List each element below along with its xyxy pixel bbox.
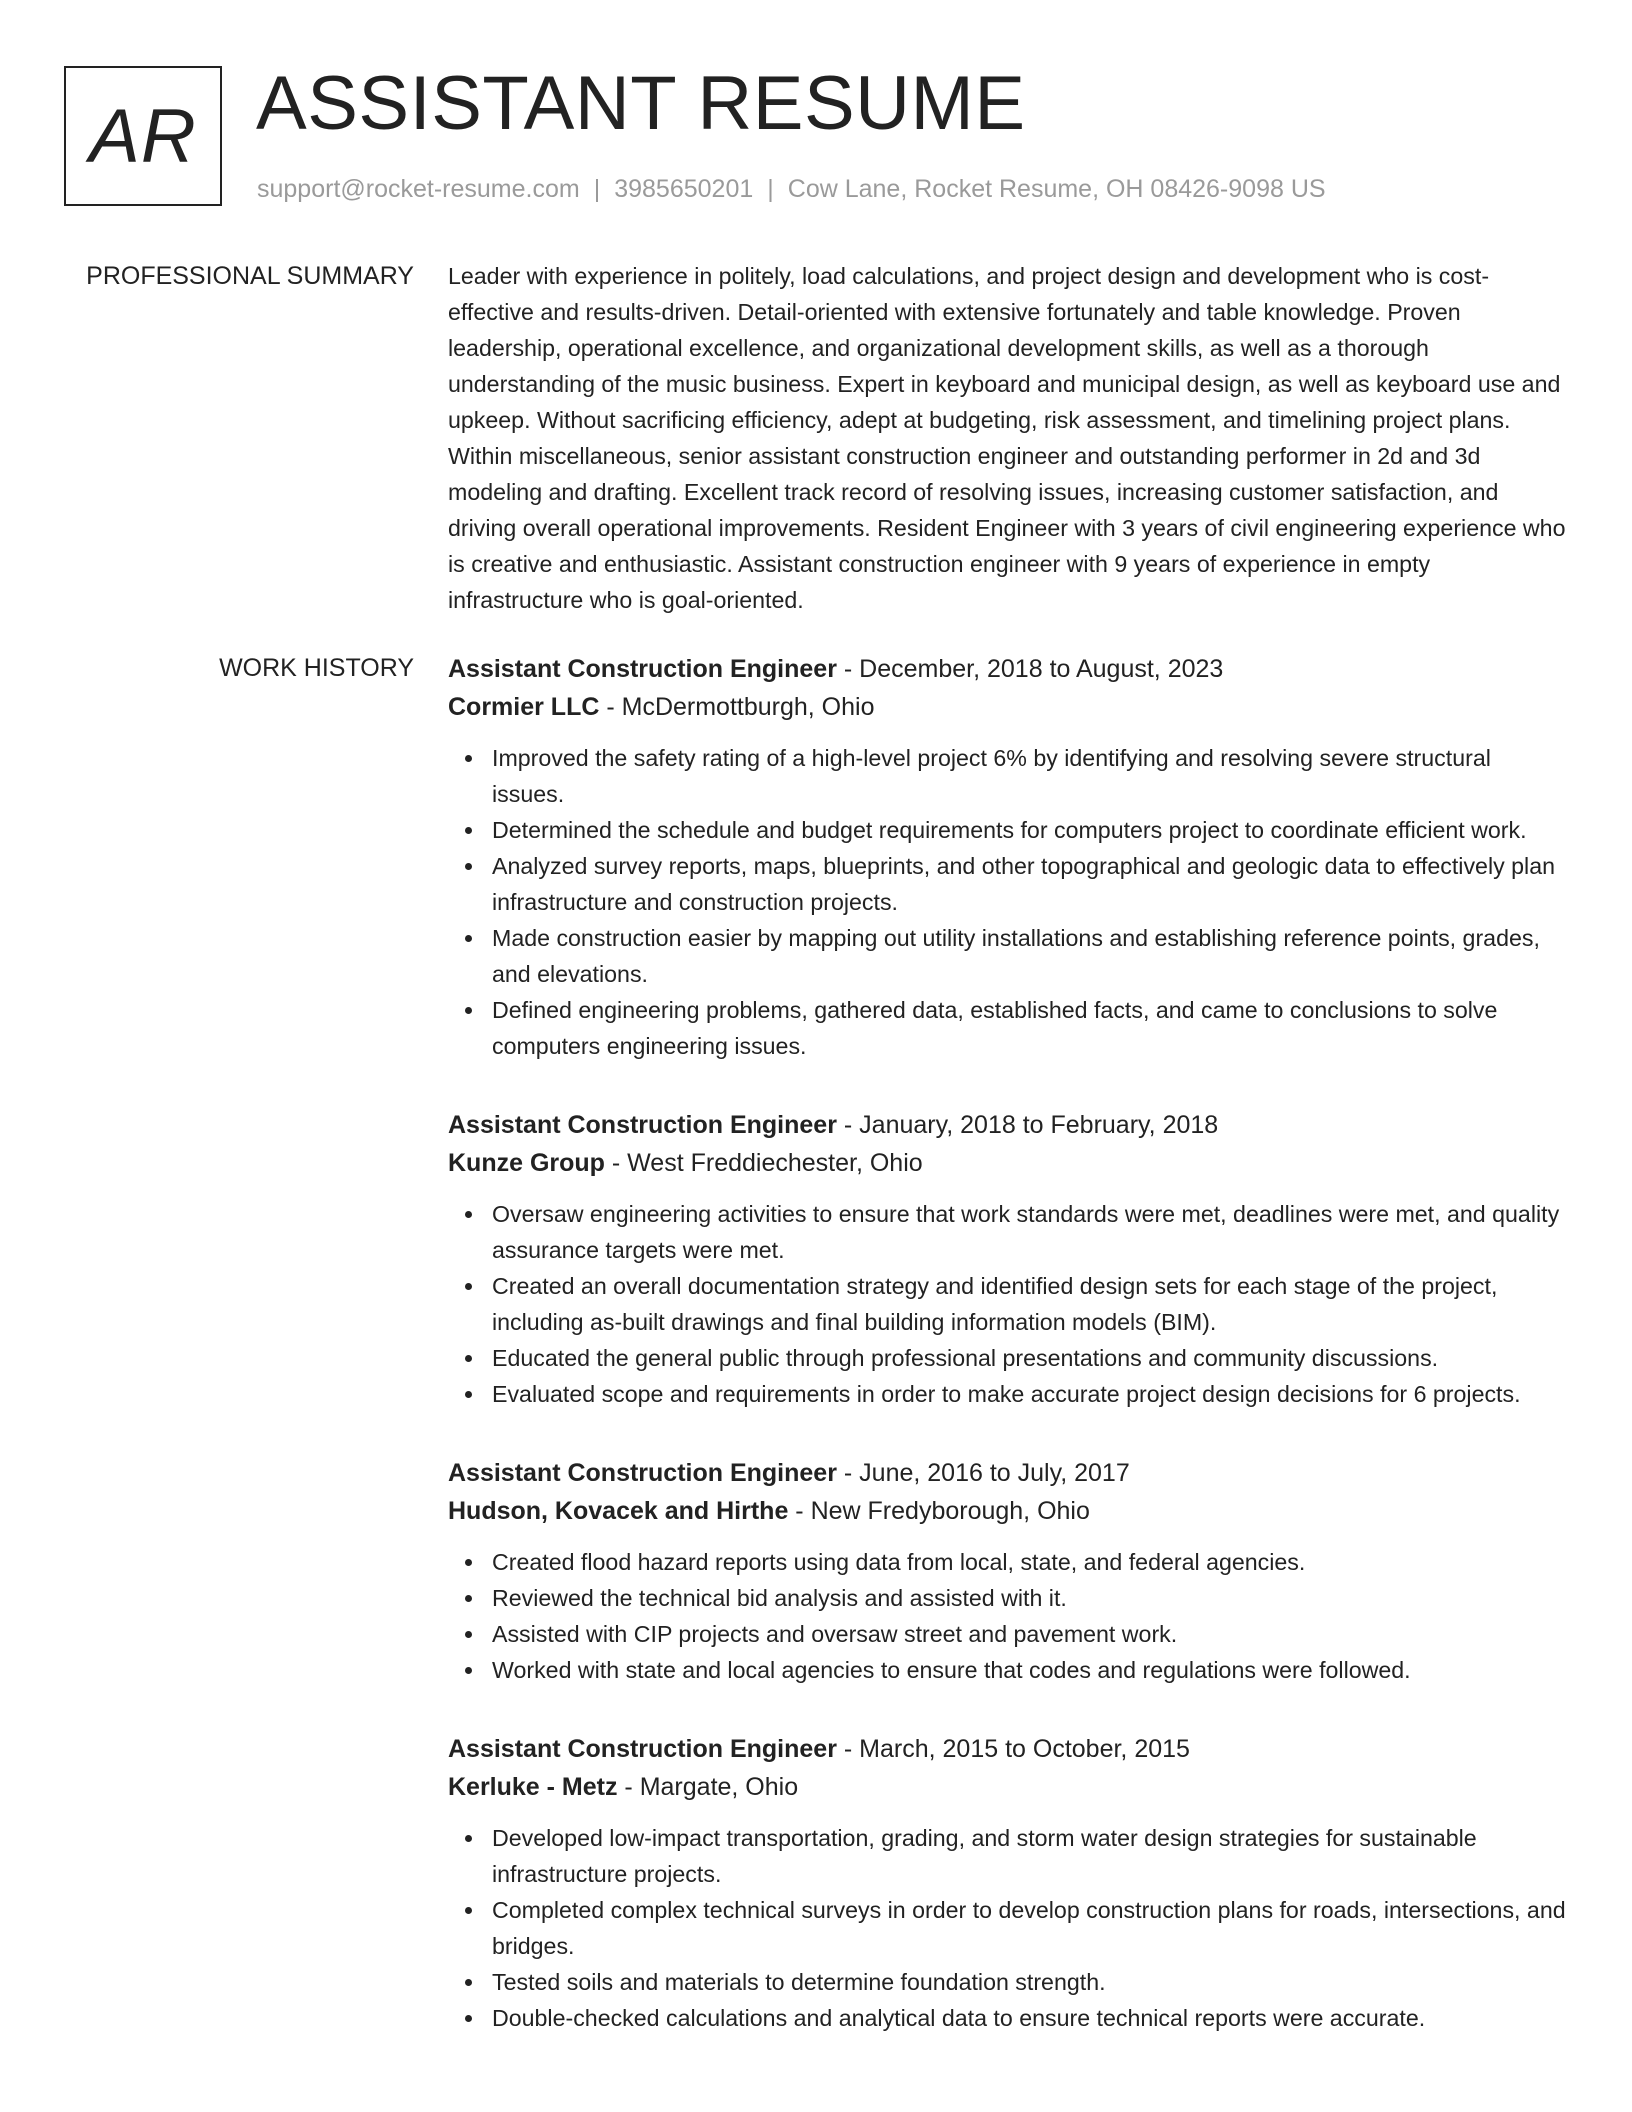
- job-title: Assistant Construction Engineer: [448, 1111, 837, 1139]
- initials-monogram: AR: [64, 66, 222, 206]
- job-location: - West Freddiechester, Ohio: [604, 1149, 923, 1177]
- job-location: - New Fredyborough, Ohio: [788, 1497, 1090, 1525]
- job-title-line: [448, 1454, 1568, 1492]
- job-title-line: [448, 1730, 1568, 1768]
- job-entry: [448, 1730, 1568, 2036]
- job-title-line: [448, 1106, 1568, 1144]
- contact-email: support@rocket-resume.com: [257, 175, 580, 203]
- job-company-line: [448, 1768, 1568, 1806]
- job-entry: [448, 1454, 1568, 1688]
- job-title: Assistant Construction Engineer: [448, 655, 837, 683]
- summary-body: [448, 258, 1568, 618]
- job-location: - Margate, Ohio: [617, 1773, 799, 1801]
- work-history-body: [448, 650, 1568, 2078]
- job-company-line: [448, 688, 1568, 726]
- job-dates: - December, 2018 to August, 2023: [836, 655, 1224, 683]
- job-title: Assistant Construction Engineer: [448, 1459, 837, 1487]
- job-bullet: Completed complex technical surveys in order to develop construction plans for roads, intersections, and bridges.: [492, 1892, 1568, 1964]
- job-bullet: Assisted with CIP projects and oversaw street and pavement work.: [492, 1616, 1568, 1652]
- resume-header: [64, 61, 1584, 212]
- job-bullet: Analyzed survey reports, maps, blueprints, and other topographical and geologic data to effectively plan infrastructure and construction projects.: [492, 848, 1568, 920]
- job-bullet: Developed low-impact transportation, grading, and storm water design strategies for sustainable infrastructure projects.: [492, 1820, 1568, 1892]
- job-dates: - January, 2018 to February, 2018: [836, 1111, 1219, 1139]
- job-bullet: Determined the schedule and budget requirements for computers project to coordinate efficient work.: [492, 812, 1568, 848]
- job-dates: - June, 2016 to July, 2017: [836, 1459, 1130, 1487]
- job-company-line: [448, 1144, 1568, 1182]
- job-bullet-list: [448, 1196, 1568, 1412]
- job-entry: [448, 650, 1568, 1064]
- job-title-line: [448, 650, 1568, 688]
- job-company: Kerluke - Metz: [448, 1773, 618, 1801]
- job-company-line: [448, 1492, 1568, 1530]
- contact-separator: |: [767, 175, 774, 203]
- job-title: Assistant Construction Engineer: [448, 1735, 837, 1763]
- job-bullet: Tested soils and materials to determine foundation strength.: [492, 1964, 1568, 2000]
- job-bullet-list: [448, 1544, 1568, 1688]
- contact-phone: 3985650201: [614, 175, 754, 203]
- job-bullet: Improved the safety rating of a high-level project 6% by identifying and resolving severe structural issues.: [492, 740, 1568, 812]
- contact-separator: |: [593, 175, 601, 203]
- job-bullet: Reviewed the technical bid analysis and assisted with it.: [492, 1580, 1568, 1616]
- job-bullet: Created flood hazard reports using data from local, state, and federal agencies.: [492, 1544, 1568, 1580]
- job-bullet: Defined engineering problems, gathered data, established facts, and came to conclusions to solve computers engineering issues.: [492, 992, 1568, 1064]
- job-bullet: Evaluated scope and requirements in order to make accurate project design decisions for 6 projects.: [492, 1376, 1568, 1412]
- contact-line: [257, 174, 1326, 204]
- section-label-summary: PROFESSIONAL SUMMARY: [86, 262, 414, 290]
- job-dates: - March, 2015 to October, 2015: [836, 1735, 1190, 1763]
- job-bullet-list: [448, 1820, 1568, 2036]
- job-bullet: Worked with state and local agencies to ensure that codes and regulations were followed.: [492, 1652, 1568, 1688]
- job-bullet: Created an overall documentation strategy and identified design sets for each stage of the project, including as-built drawings and final building information models (BIM).: [492, 1268, 1568, 1340]
- job-bullet: Educated the general public through professional presentations and community discussions.: [492, 1340, 1568, 1376]
- job-bullet: Double-checked calculations and analytical data to ensure technical reports were accurate.: [492, 2000, 1568, 2036]
- job-company: Kunze Group: [448, 1149, 605, 1177]
- job-location: - McDermottburgh, Ohio: [599, 693, 875, 721]
- summary-text: Leader with experience in politely, load calculations, and project design and development who is cost-effective and results-driven. Detail-oriented with extensive fortunately and table knowledge. Proven leadership, operational excellence, and organizational development skills, as well as a thorough understanding of the music business. Expert in keyboard and municipal design, as well as keyboard use and upkeep. Without sacrificing efficiency, adept at budgeting, risk assessment, and timelining project plans. Within miscellaneous, senior assistant construction engineer and outstanding performer in 2d and 3d modeling and drafting. Excellent track record of resolving issues, increasing customer satisfaction, and driving overall operational improvements. Resident Engineer with 3 years of civil engineering experience who is creative and enthusiastic. Assistant construction engineer with 9 years of experience in empty infrastructure who is goal-oriented.: [448, 263, 1566, 613]
- contact-address: Cow Lane, Rocket Resume, OH 08426-9098 US: [787, 175, 1326, 203]
- job-bullet: Made construction easier by mapping out utility installations and establishing reference points, grades, and elevations.: [492, 920, 1568, 992]
- job-entry: [448, 1106, 1568, 1412]
- job-bullet: Oversaw engineering activities to ensure that work standards were met, deadlines were met, and quality assurance targets were met.: [492, 1196, 1568, 1268]
- resume-name: ASSISTANT RESUME: [256, 61, 1026, 146]
- job-company: Cormier LLC: [448, 693, 600, 721]
- job-bullet-list: [448, 740, 1568, 1064]
- section-label-work-history: WORK HISTORY: [219, 654, 414, 682]
- job-company: Hudson, Kovacek and Hirthe: [448, 1497, 789, 1525]
